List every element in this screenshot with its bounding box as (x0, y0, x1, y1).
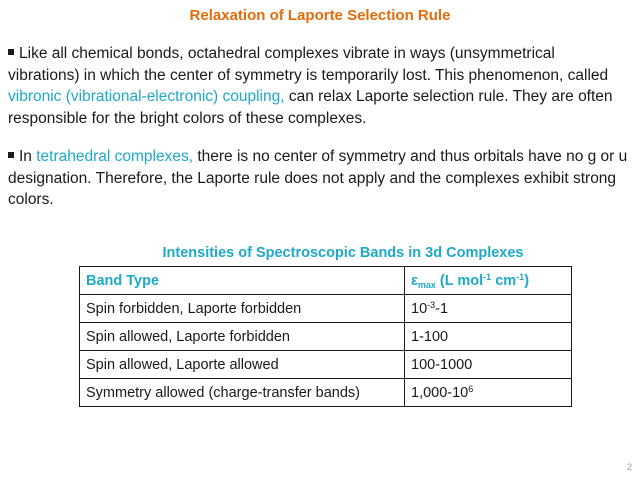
table-row (80, 351, 572, 379)
table-row (80, 379, 572, 407)
table-header-row (80, 267, 572, 295)
epsilon-subscript: max (417, 279, 436, 290)
bullet-text-before: Like all chemical bonds, octahedral complexes vibrate in ways (unsymmetrical vibrations) in which the center of symmetry is temporarily lost. This phenomenon, called (8, 45, 609, 84)
band-intensity-table (79, 266, 572, 407)
epsilon-cell (405, 295, 572, 323)
table-row (80, 295, 572, 323)
band-type-cell: Symmetry allowed (charge-transfer bands) (80, 379, 405, 407)
epsilon-exponent: 6 (468, 383, 474, 394)
page-number: 2 (626, 462, 632, 472)
unit-part: (L mol (435, 272, 484, 289)
bullet-highlight: vibronic (vibrational-electronic) coupling, (8, 88, 285, 105)
epsilon-exponent: -3 (427, 299, 436, 310)
unit-exponent: -1 (516, 271, 525, 282)
bullet-vibronic-coupling (8, 43, 628, 129)
header-epsilon-max (405, 267, 572, 295)
epsilon-value: 100-1000 (411, 356, 473, 373)
table-row (80, 323, 572, 351)
bullet-text-after: there is no center of symmetry and thus orbitals have no g or u designation. Therefore, the Laporte rule does not apply and the complexes exhibit strong colors. (8, 148, 628, 208)
epsilon-cell (405, 323, 572, 351)
table-title: Intensities of Spectroscopic Bands in 3d Complexes (162, 245, 524, 261)
epsilon-cell (405, 379, 572, 407)
bullet-square-icon (8, 152, 14, 158)
slide-title: Relaxation of Laporte Selection Rule (189, 7, 451, 24)
header-band-type: Band Type (80, 267, 405, 295)
unit-part: cm (491, 272, 517, 289)
epsilon-symbol: ε (411, 272, 418, 289)
epsilon-cell (405, 351, 572, 379)
epsilon-value: 10 (411, 300, 428, 317)
epsilon-value: 1-100 (411, 328, 449, 345)
bullet-highlight: tetrahedral complexes, (36, 148, 194, 165)
bullet-text-before: In (19, 148, 37, 165)
unit-exponent: -1 (483, 271, 492, 282)
unit-part: ) (524, 272, 530, 289)
band-type-cell: Spin forbidden, Laporte forbidden (80, 295, 405, 323)
band-type-cell: Spin allowed, Laporte forbidden (80, 323, 405, 351)
bullet-text-after: can relax Laporte selection rule. They are often responsible for the bright colors of these complexes. (8, 88, 613, 127)
bullet-tetrahedral-complexes (8, 146, 628, 211)
epsilon-value: 1,000-10 (411, 384, 469, 401)
band-type-cell: Spin allowed, Laporte allowed (80, 351, 405, 379)
epsilon-value-tail: -1 (435, 300, 449, 317)
bullet-square-icon (8, 49, 14, 55)
